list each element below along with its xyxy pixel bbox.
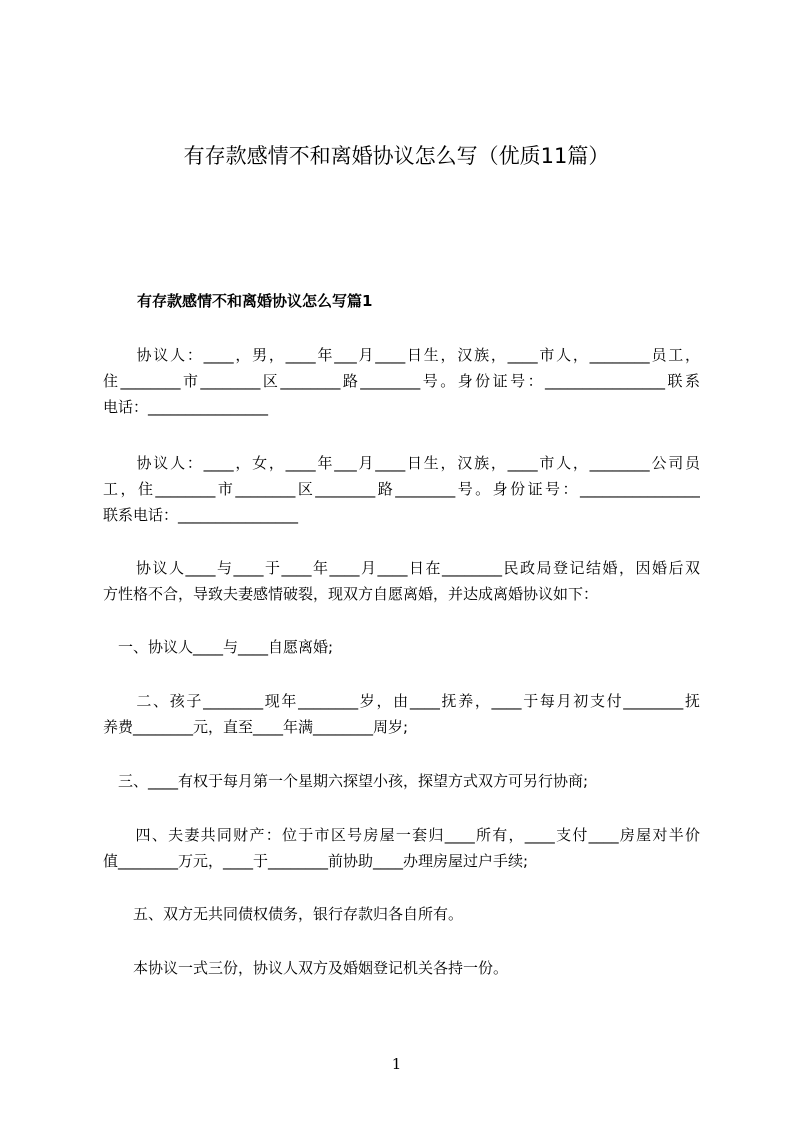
paragraph-line: 协议人：____，女，____年___月____日生，汉族，____市人，________公司员 [103, 454, 700, 472]
paragraph-line: 协议人：____，男，____年___月____日生，汉族，____市人，________员工， [103, 346, 700, 364]
paragraph-line: 本协议一式三份，协议人双方及婚姻登记机关各持一份。 [103, 959, 509, 977]
paragraph-line: 工，住________市________区________路________号。身份证号：________________ [103, 480, 700, 498]
paragraph-line: 二、孩子________现年________岁，由____抚养，____于每月初支付________抚 [103, 692, 700, 710]
page-number: 1 [391, 1055, 402, 1073]
paragraph-line: 协议人____与____于____年____月____日在________民政局登记结婚，因婚后双 [103, 559, 700, 577]
paragraph-line: 方性格不合，导致夫妻感情破裂，现双方自愿离婚，并达成离婚协议如下： [103, 585, 599, 603]
paragraph-party-female [103, 450, 700, 528]
paragraph-line: 值________万元，____于________前协助____办理房屋过户手续; [103, 852, 529, 870]
section-heading: 有存款感情不和离婚协议怎么写篇1 [137, 292, 373, 310]
paragraph-line: 一、协议人____与____自愿离婚; [103, 638, 334, 656]
closing-statement [103, 955, 700, 981]
clause-5 [103, 901, 700, 927]
clause-3 [103, 768, 700, 794]
clause-4 [103, 822, 700, 874]
paragraph-line: 五、双方无共同债权债务，银行存款归各自所有。 [103, 905, 464, 923]
clause-1 [103, 634, 700, 660]
paragraph-line: 联系电话：________________ [103, 506, 299, 524]
paragraph-party-male [103, 342, 700, 420]
paragraph-line: 住________市________区________路________号。身份证号：________________联系 [103, 372, 700, 390]
paragraph-line: 养费________元，直至____年满________周岁; [103, 718, 409, 736]
document-title: 有存款感情不和离婚协议怎么写（优质11篇） [183, 144, 610, 168]
paragraph-line: 四、夫妻共同财产：位于市区号房屋一套归____所有，____支付____房屋对半价 [103, 826, 700, 844]
paragraph-line: 三、____有权于每月第一个星期六探望小孩，探望方式双方可另行协商; [103, 772, 589, 790]
paragraph-preamble [103, 555, 700, 607]
paragraph-line: 电话：________________ [103, 398, 269, 416]
clause-2 [103, 688, 700, 740]
